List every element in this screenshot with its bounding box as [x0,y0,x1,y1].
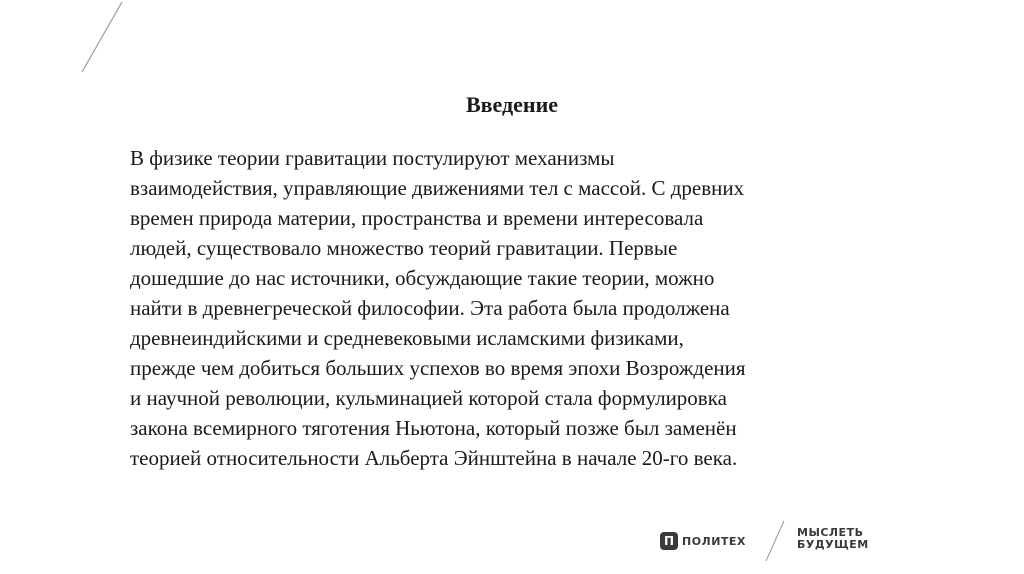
think-future-logo [797,527,869,551]
slide-title: Введение [465,92,559,117]
politech-logo-icon: П [660,532,678,550]
paragraph-line: людей, существовало множество теорий гравитации. Первые [130,236,678,260]
decorative-diagonal-line [0,0,130,80]
paragraph-line: В физике теории гравитации постулируют механизмы [130,146,615,170]
politech-logo-text: ПОЛИТЕХ [682,534,746,548]
paragraph-line: взаимодействия, управляющие движениями тел с массой. С древних [130,176,745,200]
paragraph-line: дошедшие до нас источники, обсуждающие такие теории, можно [130,266,715,290]
paragraph-line: времен природа материи, пространства и времени интересовала [130,206,704,230]
politech-logo [660,531,746,551]
intro-paragraph [130,143,910,473]
think-future-logo-line2: БУДУЩЕМ [797,538,869,551]
paragraph-line: найти в древнегреческой философии. Эта работа была продолжена [130,296,730,320]
paragraph-line: и научной революции, кульминацией которой стала формулировка [130,386,727,410]
paragraph-line: прежде чем добиться больших успехов во время эпохи Возрождения [130,356,746,380]
paragraph-line: закона всемирного тяготения Ньютона, который позже был заменён [130,416,737,440]
paragraph-line: древнеиндийскими и средневековыми исламскими физиками, [130,326,684,350]
think-future-logo-line1: МЫСЛЕТЬ [797,526,864,539]
footer-divider-line [760,519,790,564]
paragraph-line: теорией относительности Альберта Эйнштейна в начале 20-го века. [130,446,738,470]
